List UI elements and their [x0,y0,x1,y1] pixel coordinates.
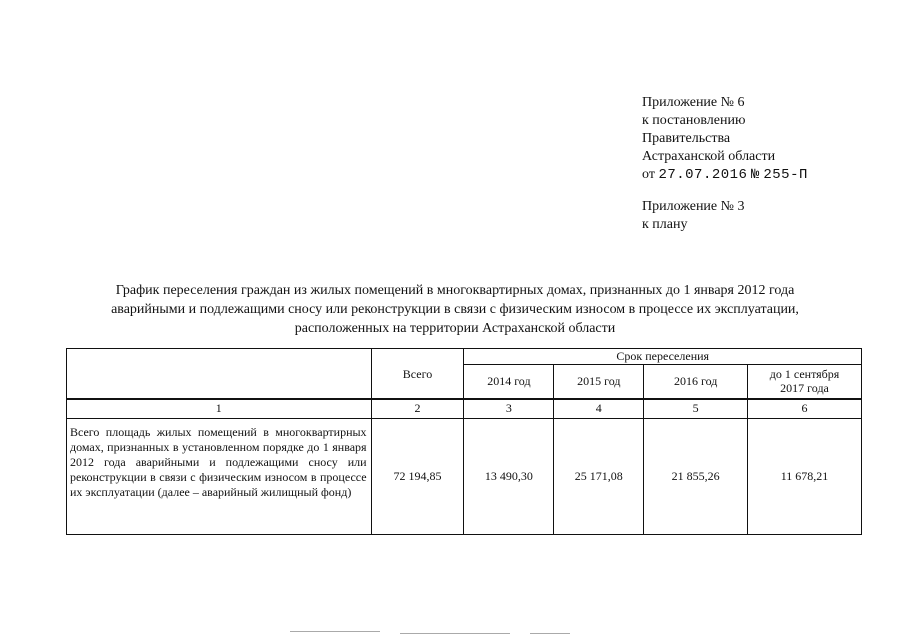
column-number: 4 [554,399,644,419]
number-sign: № [750,167,760,183]
scan-artifact-line [530,633,570,634]
row-description-text: Всего площадь жилых помещений в многоквартирных домах, признанных в установленном порядке до 1 января 2012 года аварийными и подлежащими сносу или реконструкции в связи с физическим износом в процессе их эксплуатации (далее – аварийный жилищный фонд) [70,424,367,499]
appendix-6-line: Астраханской области [642,149,776,164]
date-prefix: от [642,167,655,182]
title-line: расположенных на территории Астраханской области [294,321,616,336]
header-year-2014: 2014 год [464,365,554,399]
appendix-6-line: Приложение № 6 [642,95,745,110]
appendix-6-block [642,94,808,184]
resolution-date: 27.07.2016 [658,167,748,183]
header-year-2017-line1: до 1 сентября [769,367,840,382]
appendix-6-line: к постановлению [642,113,746,128]
resolution-number: 255-П [763,167,808,183]
header-year-2015: 2015 год [554,365,644,399]
header-total: Всего [371,349,464,399]
value-2017: 11 678,21 [748,418,862,534]
column-number: 3 [464,399,554,419]
value-2016: 21 855,26 [644,418,748,534]
appendix-3-line: к плану [642,217,688,232]
row-description [67,418,372,534]
header-empty-cell [67,349,372,399]
title-line: аварийными и подлежащими сносу или реконструкции в связи с физическим износом в процессе их эксплуатации, [111,302,799,317]
column-number: 1 [67,399,372,419]
header-year-2016: 2016 год [644,365,748,399]
table-row [67,418,862,534]
scan-artifact-line [290,631,380,632]
appendix-3-block [642,198,745,234]
header-year-2017 [748,365,862,399]
resettlement-schedule-table [66,348,862,535]
document-title [60,281,850,338]
column-number: 2 [371,399,464,419]
header-resettlement-period: Срок переселения [464,349,862,365]
value-total: 72 194,85 [371,418,464,534]
appendix-6-line: Правительства [642,131,731,146]
value-2014: 13 490,30 [464,418,554,534]
column-number: 6 [748,399,862,419]
appendix-3-line: Приложение № 3 [642,199,745,214]
resolution-date-line [642,166,808,184]
value-2015: 25 171,08 [554,418,644,534]
scan-artifact-line [400,633,510,634]
title-line: График переселения граждан из жилых помещений в многоквартирных домах, признанных до 1 января 2012 года [115,283,795,298]
column-number: 5 [644,399,748,419]
header-year-2017-line2: 2017 года [780,381,829,396]
